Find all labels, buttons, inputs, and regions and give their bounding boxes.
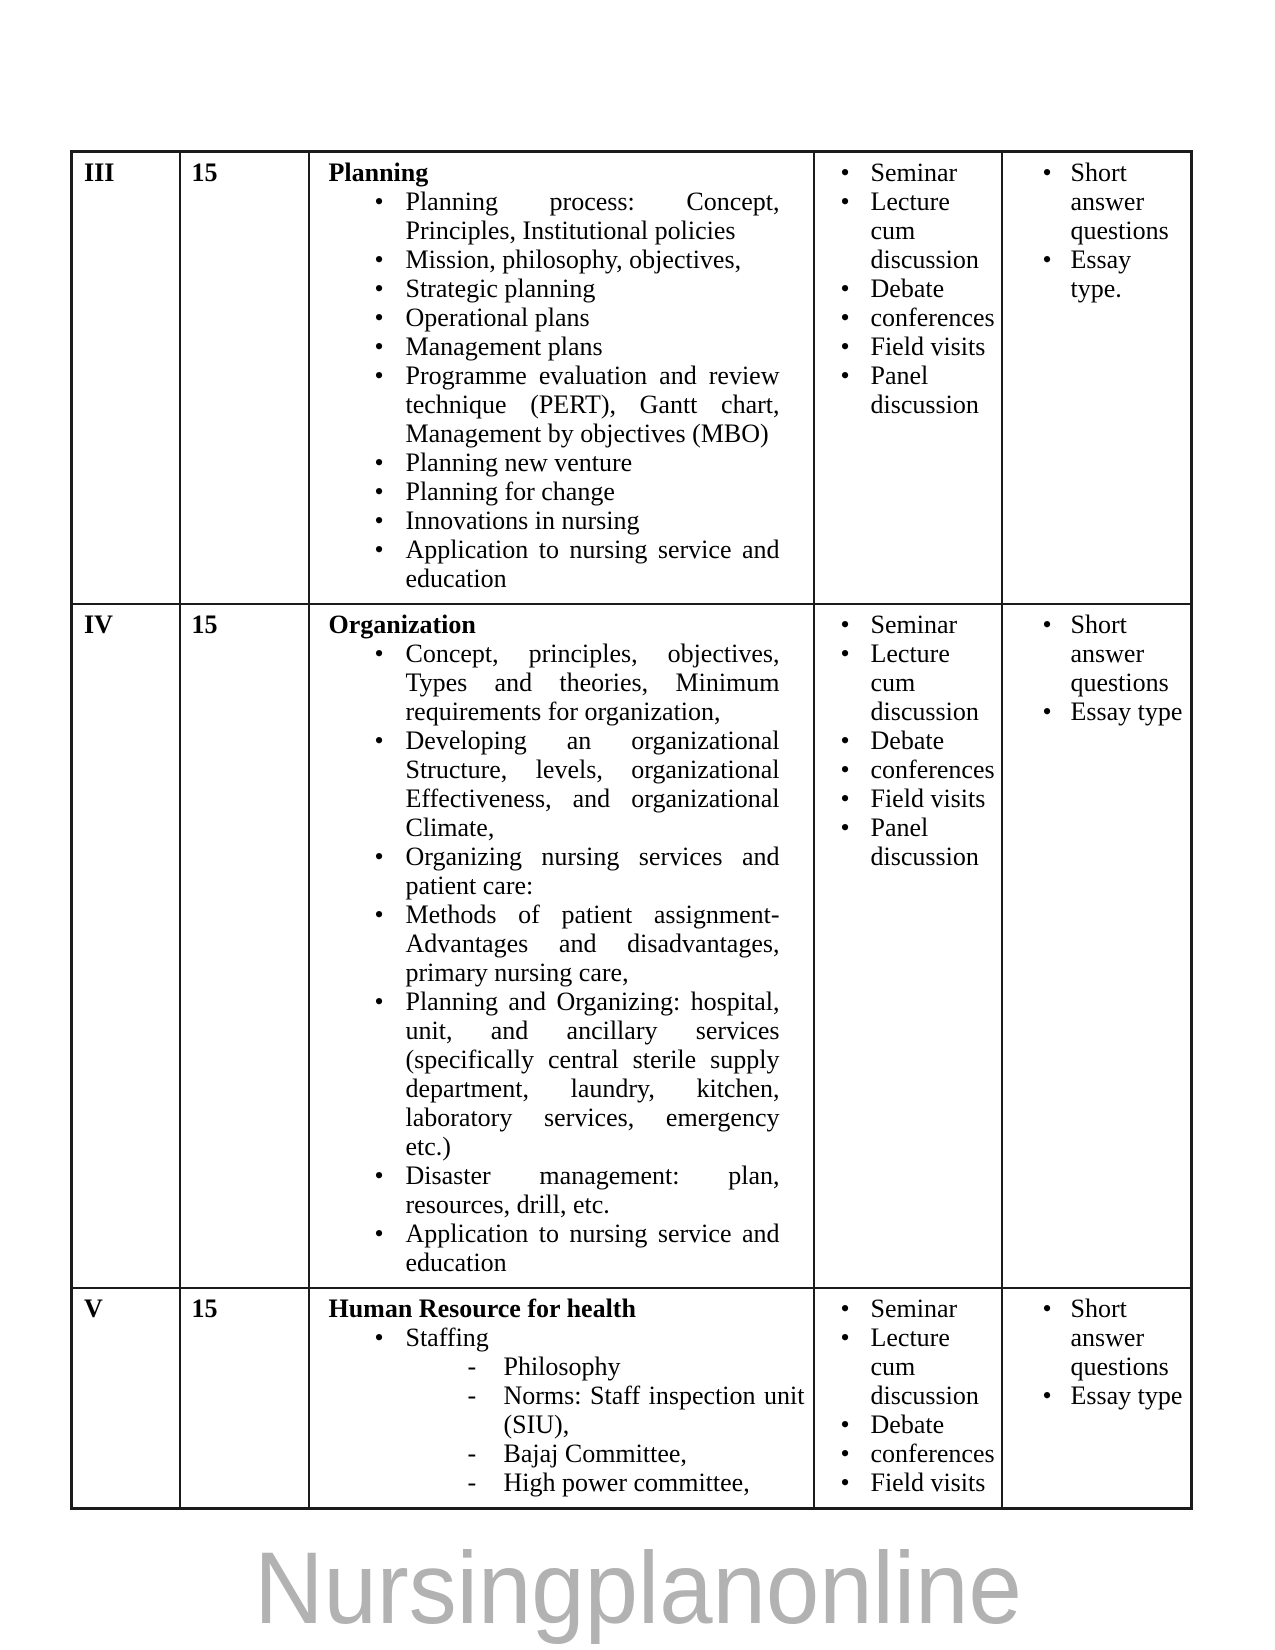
- method-item-list: [815, 610, 999, 871]
- teaching-methods-cell: [814, 604, 1002, 1288]
- hours-cell: 15: [180, 604, 309, 1288]
- method-item: • Field visits: [815, 332, 999, 361]
- sub-item: - Norms: Staff inspection unit (SIU),: [406, 1381, 805, 1439]
- teaching-methods-cell: [814, 152, 1002, 605]
- sub-item-list: [406, 1352, 805, 1497]
- content-title: Human Resource for health: [328, 1294, 636, 1323]
- assessment-item: • Essay type.: [1003, 245, 1189, 303]
- assessment-item: • Short answer questions: [1003, 158, 1189, 245]
- content-item: • Disaster management: plan, resources, drill, etc.: [329, 1161, 805, 1219]
- content-item: • Mission, philosophy, objectives,: [329, 245, 805, 274]
- unit-cell: III: [72, 152, 180, 605]
- sub-item: - Bajaj Committee,: [406, 1439, 805, 1468]
- method-item: • Debate: [815, 726, 999, 755]
- method-item: • conferences: [815, 1439, 999, 1468]
- method-item: • Lecture cum discussion: [815, 187, 999, 274]
- content-item: • Planning for change: [329, 477, 805, 506]
- content-item-list: [329, 1323, 805, 1497]
- content-item: • Concept, principles, objectives, Types and theories, Minimum requirements for organization,: [329, 639, 805, 726]
- method-item: • conferences: [815, 303, 999, 332]
- method-item: • Lecture cum discussion: [815, 1323, 999, 1410]
- assessment-cell: [1002, 1288, 1192, 1509]
- content-cell: [309, 604, 814, 1288]
- assessment-item: • Short answer questions: [1003, 610, 1189, 697]
- syllabus-table-body: [72, 152, 1192, 1509]
- content-title: Organization: [328, 610, 476, 639]
- hours-cell: 15: [180, 1288, 309, 1509]
- content-item: [329, 1323, 805, 1497]
- method-item: • Panel discussion: [815, 361, 999, 419]
- content-item: • Operational plans: [329, 303, 805, 332]
- content-item: • Innovations in nursing: [329, 506, 805, 535]
- content-cell: [309, 152, 814, 605]
- method-item: • Lecture cum discussion: [815, 639, 999, 726]
- watermark-text: Nursingplanonline: [253, 1531, 1022, 1645]
- syllabus-table: [70, 150, 1193, 1510]
- unit-cell: IV: [72, 604, 180, 1288]
- method-item: • Panel discussion: [815, 813, 999, 871]
- content-item: • Application to nursing service and education: [329, 535, 805, 593]
- hours-cell: 15: [180, 152, 309, 605]
- content-cell: [309, 1288, 814, 1509]
- method-item: • Field visits: [815, 784, 999, 813]
- assessment-cell: [1002, 152, 1192, 605]
- content-item-list: [329, 639, 805, 1277]
- content-item: • Organizing nursing services and patient care:: [329, 842, 805, 900]
- table-row: [72, 1288, 1192, 1509]
- content-item: • Developing an organizational Structure, levels, organizational Effectiveness, and organizational Climate,: [329, 726, 805, 842]
- method-item: • conferences: [815, 755, 999, 784]
- method-item: • Seminar: [815, 158, 999, 187]
- assessment-item-list: [1003, 610, 1189, 726]
- assessment-item: • Essay type: [1003, 697, 1189, 726]
- method-item: • Debate: [815, 274, 999, 303]
- assessment-cell: [1002, 604, 1192, 1288]
- assessment-item: • Short answer questions: [1003, 1294, 1189, 1381]
- content-item: • Planning process: Concept, Principles, Institutional policies: [329, 187, 805, 245]
- content-title: Planning: [328, 158, 429, 187]
- content-item: • Programme evaluation and review technique (PERT), Gantt chart, Management by objectives (MBO): [329, 361, 805, 448]
- teaching-methods-cell: [814, 1288, 1002, 1509]
- unit-cell: V: [72, 1288, 180, 1509]
- table-row: [72, 604, 1192, 1288]
- content-item-text: Staffing: [405, 1323, 489, 1352]
- sub-item: - Philosophy: [406, 1352, 805, 1381]
- content-item: • Management plans: [329, 332, 805, 361]
- assessment-item: • Essay type: [1003, 1381, 1189, 1410]
- assessment-item-list: [1003, 158, 1189, 303]
- assessment-item-list: [1003, 1294, 1189, 1410]
- method-item-list: [815, 1294, 999, 1497]
- content-item: • Planning new venture: [329, 448, 805, 477]
- method-item-list: [815, 158, 999, 419]
- content-item: • Application to nursing service and education: [329, 1219, 805, 1277]
- content-item: • Methods of patient assignment- Advantages and disadvantages, primary nursing care,: [329, 900, 805, 987]
- method-item: • Debate: [815, 1410, 999, 1439]
- table-row: [72, 152, 1192, 605]
- method-item: • Seminar: [815, 610, 999, 639]
- method-item: • Seminar: [815, 1294, 999, 1323]
- sub-item: - High power committee,: [406, 1468, 805, 1497]
- content-item: • Planning and Organizing: hospital, unit, and ancillary services (specifically central sterile supply department, laundry, kitchen, laboratory services, emergency etc.): [329, 987, 805, 1161]
- content-item-list: [329, 187, 805, 593]
- content-item: • Strategic planning: [329, 274, 805, 303]
- method-item: • Field visits: [815, 1468, 999, 1497]
